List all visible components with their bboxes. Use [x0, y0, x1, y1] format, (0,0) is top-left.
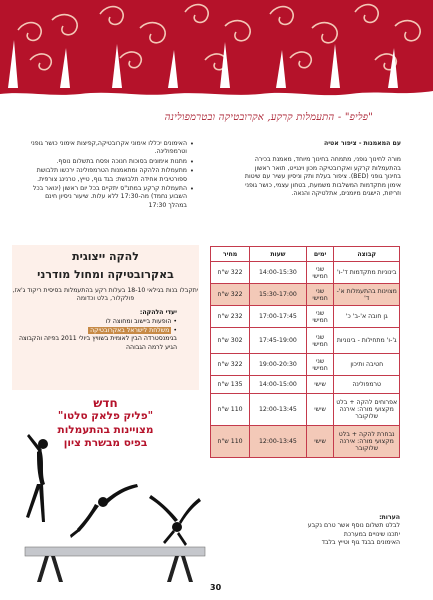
list-item: • מתנות אימונים בסוכות חנוכה ופסח בתשלום נוסף.	[25, 158, 187, 166]
list-item: • האימונים יכללו אימוני אקרובטיקה,קפיצות אימוני כושר גופני וטרמפולינה.	[25, 140, 187, 157]
table-row	[211, 426, 400, 458]
cell-hours: 19:00-20:30	[250, 354, 307, 376]
new-label: חדש	[93, 396, 118, 410]
list-item: • התעמלות קרקע במתנ"ס יתקיים בכל יום ראשון (ינואר בכל השבוע נחמד) מה-17:30 ללא עלות. שיעור ניסיון חינם במהלך 17:30	[25, 185, 187, 210]
col-header-days: ימים	[306, 247, 334, 262]
promo-description: יתקבלו בנות בגילאי 18-10 בעלות רקע בהתעמלות בסיסית ריקוד ג'אז, פולקלור, בלט וכדומה	[12, 287, 199, 303]
cell-price: 302 ש"ח	[211, 328, 250, 354]
goals-label: יעדי הלהקה:	[139, 309, 177, 317]
page-number: 30	[210, 583, 222, 592]
cell-days: שני חמישי	[306, 328, 334, 354]
promo-heading-2: באקרובטיקה ומחול מודרני	[37, 268, 174, 281]
cell-price: 322 ש"ח	[211, 354, 250, 376]
table-header-row	[211, 247, 400, 262]
list-item: לבלט תשלום נוסף אשר טרם נקבע	[307, 522, 400, 530]
col-header-group: קבוצה	[334, 247, 400, 262]
cell-days: שישי	[306, 376, 334, 394]
cell-group: ג'-ו' מתחילות - בינוניות	[334, 328, 400, 354]
header-edge	[0, 88, 433, 98]
info-bullets	[25, 140, 195, 211]
cell-group: טרמפולינה	[334, 376, 400, 394]
table-row	[211, 376, 400, 394]
table-row	[211, 284, 400, 306]
intro-heading: עם המאמנות - ציפור אטיה	[323, 140, 401, 147]
table-row	[211, 394, 400, 426]
notes-heading: הערות:	[379, 514, 400, 521]
cell-price: 110 ש"ח	[211, 426, 250, 458]
cell-group: בינוניות מתקדמות ד'-ו'	[334, 262, 400, 284]
promo-heading-1: להקה ייצוגית	[72, 250, 139, 263]
col-header-hours: שעות	[250, 247, 307, 262]
cell-days: שני חמישי	[306, 354, 334, 376]
notes-section	[240, 514, 400, 548]
cell-price: 110 ש"ח	[211, 394, 250, 426]
cell-days: שני חמישי	[306, 262, 334, 284]
new-line-2: מצויינות בהתעמלות	[57, 423, 154, 436]
cell-price: 322 ש"ח	[211, 262, 250, 284]
list-item: • מתעמלות הלהקה ומתאמנות הטרמפולינה ירכשו תלבושת ספורטיבית אחידה תלבושת: בגד גוף, טייץ, טרנינג צורפית.	[25, 167, 187, 184]
cell-days: שישי	[306, 394, 334, 426]
troupe-promo-box	[12, 245, 199, 390]
cell-price: 135 ש"ח	[211, 376, 250, 394]
list-item: בגימנסטרדה הבין לאומית בשוויץ ביולי 2011 בפיזה והקבוצה הגיע לרמה הגבוהה	[18, 335, 177, 351]
table-row	[211, 262, 400, 284]
cell-price: 232 ש"ח	[211, 306, 250, 328]
list-item: האימונים בבגד גוף וטייץ בלבד	[321, 539, 400, 547]
cell-hours: 17:45-19:00	[250, 328, 307, 354]
cell-group: נבחרת להקה + בלט מקצועי מורה: אירנה שלוקובר	[334, 426, 400, 458]
cell-hours: 12:00-13:45	[250, 394, 307, 426]
page-title: "פליפ" - התעמלות קרקע, אקרובטיקה ובטרמפולינה	[164, 112, 373, 123]
cell-group: גן חובה א'-ב' כ'	[334, 306, 400, 328]
cell-days: שני חמישי	[306, 284, 334, 306]
schedule-table	[210, 246, 400, 458]
table-row	[211, 306, 400, 328]
swirl-pattern	[0, 0, 433, 88]
cell-group: חטיבה ותיכון	[334, 354, 400, 376]
cell-hours: 15:30-17:00	[250, 284, 307, 306]
cell-days: שישי	[306, 426, 334, 458]
col-header-price: מחיר	[211, 247, 250, 262]
promo-goals	[12, 309, 199, 352]
intro-section	[241, 140, 401, 198]
table-row	[211, 354, 400, 376]
list-item: יתכנו שינויים במערכת	[343, 530, 400, 538]
cell-group: אפרוחים להקה + בלט מקצועי מורה: אירנה שלוקובר	[334, 394, 400, 426]
cell-hours: 14:00-15:30	[250, 262, 307, 284]
cell-hours: 12:00-13:45	[250, 426, 307, 458]
intro-body: מורה לחינוך גופני, מתמחה בחינוך מיוחד, מאמנת בכירה בהתעמלות קרקע ואקרובטיקה מכון וינגייט, תואר ראשון בחינוך גופני (BED). ציפור בעלת ותק וניסיון עשיר עם שיטות אימון מתקדמות המשלבות משמעת, בטחון עצמי, כושר גופני וזריזות, הישגים מיומנים, אתלטיקה והנאה.	[244, 156, 401, 198]
cell-days: שני חמישי	[306, 306, 334, 328]
table-row	[211, 328, 400, 354]
cell-hours: 17:00-17:45	[250, 306, 307, 328]
cell-hours: 14:00-15:00	[250, 376, 307, 394]
gymnasts-illustration	[15, 432, 215, 582]
decorative-header	[0, 0, 433, 88]
new-line-3: בפיס מבשרת ציון	[63, 437, 148, 449]
list-item: • משלחת לישראל באקרובטיקה	[90, 326, 177, 334]
list-item: • הופעות ביישוב ומחוצה לו	[105, 318, 177, 325]
cell-group: מצוינות בהתעמלות א'-ד'	[334, 284, 400, 306]
cell-price: 322 ש"ח	[211, 284, 250, 306]
new-line-1: "פליק פלאק סלטו"	[57, 410, 154, 422]
